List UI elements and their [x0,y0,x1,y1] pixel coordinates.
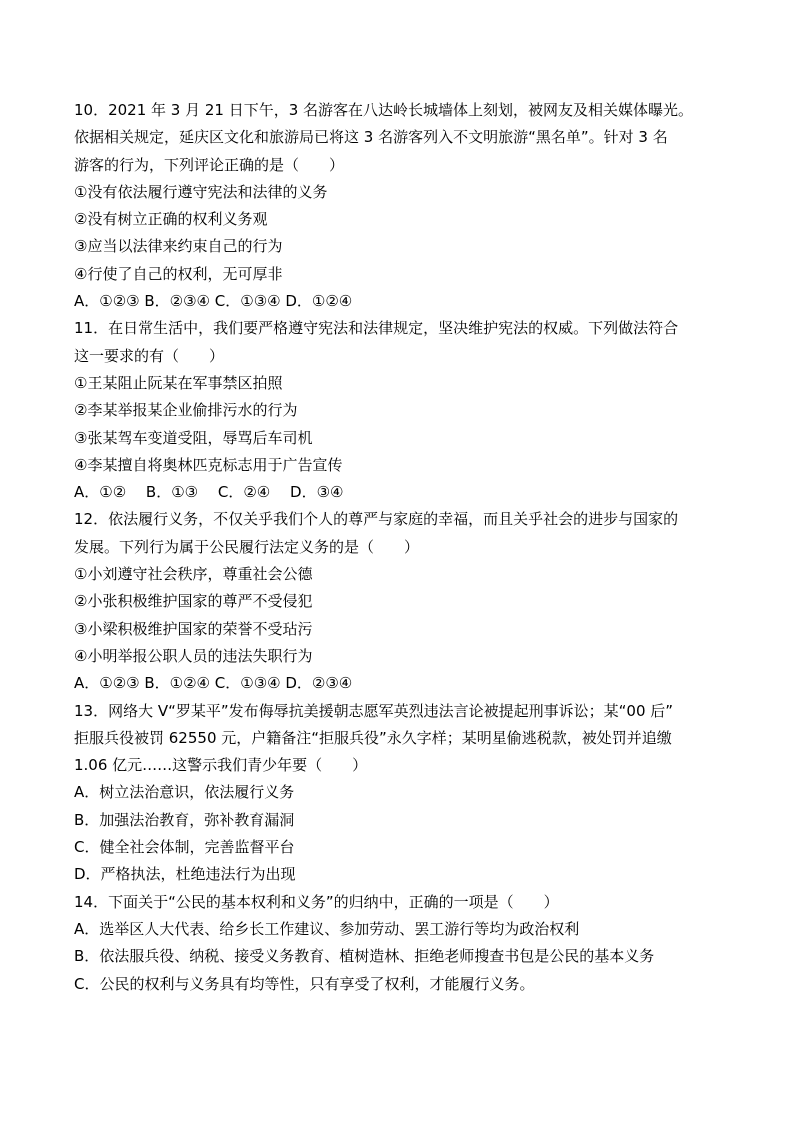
question-10-statement-3: ③应当以法律来约束自己的行为 [74,237,283,256]
question-10-answer-choices: A．①②③ B．②③④ C．①③④ D．①②④ [74,292,353,311]
question-11-statement-1: ①王某阻止阮某在军事禁区拍照 [74,373,283,392]
question-11-statement-4: ④李某擅自将奥林匹克标志用于广告宣传 [74,455,343,474]
question-11-statement-3: ③张某驾车变道受阻，辱骂后车司机 [74,428,313,447]
question-13-stem-line-3: 1.06 亿元……这警示我们青少年要（ ） [74,756,368,775]
question-13-option-a: A．树立法治意识，依法履行义务 [74,783,295,802]
question-11-stem-line-2: 这一要求的有（ ） [74,346,225,365]
question-10-stem-line-3: 游客的行为，下列评论正确的是（ ） [74,155,345,174]
question-10-statement-1: ①没有依法履行遵守宪法和法律的义务 [74,182,328,201]
question-12 [74,506,724,697]
question-14-option-a: A．选举区人大代表、给乡长工作建议、参加劳动、罢工游行等均为政治权利 [74,919,580,938]
question-12-answer-choices: A．①②③ B．①②④ C．①③④ D．②③④ [74,674,353,693]
question-10-stem-line-1: 10．2021 年 3 月 21 日下午，3 名游客在八达岭长城墙体上刻划，被网友及相关媒体曝光。 [74,101,694,119]
question-13-option-d: D．严格执法，杜绝违法行为出现 [74,865,296,884]
question-11-answer-choices: A．①② B．①③ C．②④ D．③④ [74,483,344,502]
question-14 [74,889,724,998]
question-13-option-b: B．加强法治教育，弥补教育漏洞 [74,810,295,829]
question-12-statement-4: ④小明举报公职人员的违法失职行为 [74,646,313,665]
question-14-option-c: C．公民的权利与义务具有均等性，只有享受了权利，才能履行义务。 [74,974,535,993]
question-11 [74,315,724,506]
question-13 [74,698,724,889]
question-12-statement-3: ③小梁积极维护国家的荣誉不受玷污 [74,619,313,638]
question-12-statement-2: ②小张积极维护国家的尊严不受侵犯 [74,592,313,611]
question-11-statement-2: ②李某举报某企业偷排污水的行为 [74,401,298,420]
question-13-option-c: C．健全社会体制，完善监督平台 [74,838,295,857]
question-12-stem-line-2: 发展。下列行为属于公民履行法定义务的是（ ） [74,537,420,556]
question-12-statement-1: ①小刘遵守社会秩序，尊重社会公德 [74,565,313,584]
question-11-stem-line-1: 11．在日常生活中，我们要严格遵守宪法和法律规定，坚决维护宪法的权威。下列做法符合 [74,319,679,338]
exam-page [74,97,724,998]
question-10-statement-2: ②没有树立正确的权利义务观 [74,210,268,229]
question-13-stem-line-1: 13．网络大 V“罗某平”发布侮辱抗美援朝志愿军英烈违法言论被提起刑事诉讼；某“00 后” [74,701,674,720]
question-14-stem-line-1: 14．下面关于“公民的基本权利和义务”的归纳中，正确的一项是（ ） [74,892,559,911]
question-14-option-b: B．依法服兵役、纳税、接受义务教育、植树造林、拒绝老师搜查书包是公民的基本义务 [74,947,655,966]
question-10 [74,97,724,315]
question-13-stem-line-2: 拒服兵役被罚 62550 元，户籍备注“拒服兵役”永久字样；某明星偷逃税款，被处罚并追缴 [74,728,672,747]
question-10-statement-4: ④行使了自己的权利，无可厚非 [74,264,283,283]
question-12-stem-line-1: 12．依法履行义务，不仅关乎我们个人的尊严与家庭的幸福，而且关乎社会的进步与国家的 [74,510,679,529]
question-10-stem-line-2: 依据相关规定，延庆区文化和旅游局已将这 3 名游客列入不文明旅游“黑名单”。针对 3 名 [74,128,668,147]
